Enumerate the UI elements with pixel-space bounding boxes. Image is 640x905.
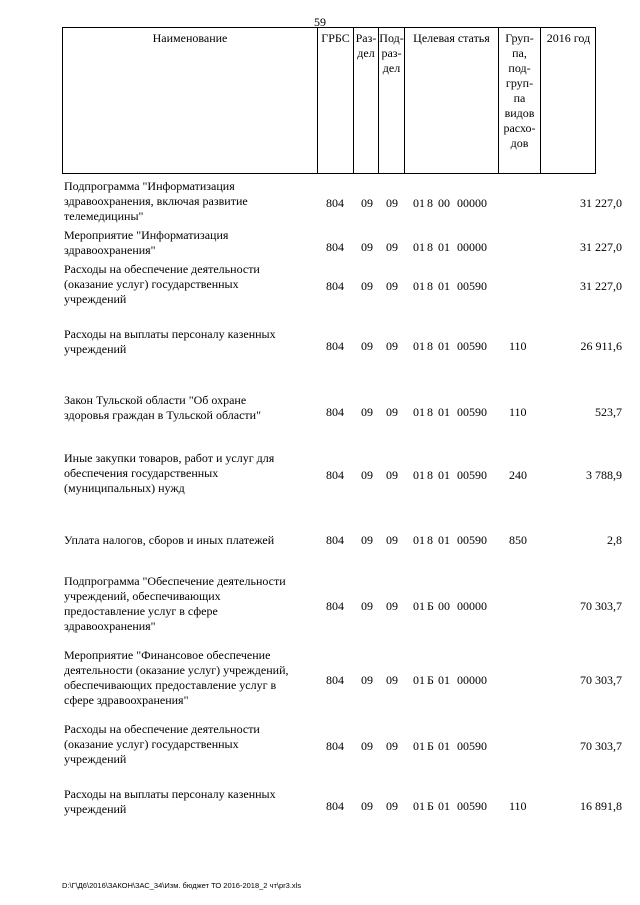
cell-event: 00	[438, 599, 450, 613]
row-name	[64, 179, 299, 224]
cell-group: 110	[509, 339, 527, 353]
cell-event: 01	[438, 739, 450, 753]
cell-direction: 00590	[457, 468, 487, 482]
header-razdel: Раз- дел	[354, 28, 379, 173]
cell-direction: 00590	[457, 339, 487, 353]
row-name-line: учреждений	[64, 292, 127, 306]
cell-razdel: 09	[361, 739, 373, 753]
header-grbs: ГРБС	[318, 28, 354, 173]
cell-grbs: 804	[326, 405, 344, 419]
row-name-line: учреждений	[64, 342, 127, 356]
cell-amount: 70 303,7	[580, 673, 622, 687]
cell-razdel: 09	[361, 673, 373, 687]
row-name-line: предоставление услуг в сфере	[64, 604, 218, 618]
header-gruppa: Груп- па, под- груп- па видов расхо- дов	[499, 28, 541, 173]
cell-podrazdel: 09	[386, 196, 398, 210]
cell-grbs: 804	[326, 468, 344, 482]
cell-razdel: 09	[361, 468, 373, 482]
cell-event: 00	[438, 196, 450, 210]
cell-direction: 00000	[457, 599, 487, 613]
row-name-line: Расходы на обеспечение деятельности	[64, 722, 260, 736]
row-name-line: телемедицины"	[64, 209, 144, 223]
cell-razdel: 09	[361, 196, 373, 210]
cell-podrazdel: 09	[386, 799, 398, 813]
cell-podrazdel: 09	[386, 405, 398, 419]
cell-program: 01	[413, 468, 425, 482]
file-path-footer: D:\Г\Д6\2016\ЗАКОН\ЗАС_34\Изм. бюджет ТО 2016-2018_2 чт\pr3.xls	[62, 881, 302, 890]
cell-amount: 31 227,0	[580, 279, 622, 293]
cell-amount: 70 303,7	[580, 599, 622, 613]
cell-event: 01	[438, 240, 450, 254]
row-name-line: (оказание услуг) государственных	[64, 277, 239, 291]
cell-subprogram: 8	[427, 533, 433, 547]
cell-program: 01	[413, 799, 425, 813]
cell-program: 01	[413, 279, 425, 293]
row-name-line: деятельности (оказание услуг) учреждений,	[64, 663, 289, 677]
row-name-line: здравоохранения"	[64, 619, 156, 633]
cell-razdel: 09	[361, 339, 373, 353]
row-name	[64, 451, 299, 496]
row-name-line: Расходы на выплаты персоналу казенных	[64, 787, 276, 801]
row-name	[64, 393, 299, 423]
cell-podrazdel: 09	[386, 599, 398, 613]
row-name-line: учреждений	[64, 752, 127, 766]
cell-podrazdel: 09	[386, 533, 398, 547]
cell-direction: 00590	[457, 405, 487, 419]
row-name-line: Расходы на обеспечение деятельности	[64, 262, 260, 276]
row-name	[64, 327, 299, 357]
row-name	[64, 228, 299, 258]
cell-direction: 00590	[457, 279, 487, 293]
cell-program: 01	[413, 339, 425, 353]
cell-event: 01	[438, 339, 450, 353]
cell-subprogram: Б	[427, 599, 434, 613]
row-name-line: обеспечивающих предоставление услуг в	[64, 678, 277, 692]
cell-event: 01	[438, 799, 450, 813]
cell-event: 01	[438, 279, 450, 293]
cell-amount: 523,7	[595, 405, 622, 419]
cell-program: 01	[413, 673, 425, 687]
cell-program: 01	[413, 405, 425, 419]
row-name	[64, 722, 299, 767]
cell-event: 01	[438, 533, 450, 547]
row-name-line: Расходы на выплаты персоналу казенных	[64, 327, 276, 341]
row-name-line: Закон Тульской области "Об охране	[64, 393, 247, 407]
cell-event: 01	[438, 673, 450, 687]
cell-program: 01	[413, 240, 425, 254]
cell-podrazdel: 09	[386, 739, 398, 753]
cell-direction: 00000	[457, 673, 487, 687]
cell-amount: 31 227,0	[580, 196, 622, 210]
cell-direction: 00000	[457, 240, 487, 254]
cell-amount: 31 227,0	[580, 240, 622, 254]
header-celevaya: Целевая статья	[405, 28, 499, 173]
page-number: 59	[314, 15, 326, 29]
cell-amount: 3 788,9	[586, 468, 622, 482]
cell-grbs: 804	[326, 599, 344, 613]
cell-program: 01	[413, 196, 425, 210]
cell-grbs: 804	[326, 533, 344, 547]
cell-grbs: 804	[326, 673, 344, 687]
cell-group: 110	[509, 799, 527, 813]
row-name-line: здравоохранения, включая развитие	[64, 194, 248, 208]
cell-event: 01	[438, 468, 450, 482]
row-name-line: (оказание услуг) государственных	[64, 737, 239, 751]
cell-podrazdel: 09	[386, 279, 398, 293]
cell-subprogram: 8	[427, 468, 433, 482]
cell-direction: 00590	[457, 799, 487, 813]
cell-razdel: 09	[361, 240, 373, 254]
table-header	[62, 27, 596, 174]
cell-grbs: 804	[326, 196, 344, 210]
cell-event: 01	[438, 405, 450, 419]
cell-podrazdel: 09	[386, 240, 398, 254]
row-name-line: Уплата налогов, сборов и иных платежей	[64, 533, 275, 547]
cell-razdel: 09	[361, 599, 373, 613]
cell-razdel: 09	[361, 799, 373, 813]
cell-amount: 16 891,8	[580, 799, 622, 813]
cell-amount: 70 303,7	[580, 739, 622, 753]
row-name-line: Иные закупки товаров, работ и услуг для	[64, 451, 275, 465]
row-name-line: Мероприятие "Информатизация	[64, 228, 229, 242]
cell-subprogram: Б	[427, 739, 434, 753]
header-podrazdel: Под- раз- дел	[379, 28, 405, 173]
cell-amount: 2,8	[607, 533, 622, 547]
cell-program: 01	[413, 739, 425, 753]
cell-program: 01	[413, 533, 425, 547]
cell-group: 850	[509, 533, 527, 547]
row-name	[64, 533, 299, 548]
cell-group: 110	[509, 405, 527, 419]
row-name-line: Подпрограмма "Обеспечение деятельности	[64, 574, 286, 588]
cell-grbs: 804	[326, 739, 344, 753]
row-name-line: сфере здравоохранения"	[64, 693, 189, 707]
row-name	[64, 648, 299, 708]
cell-subprogram: 8	[427, 196, 433, 210]
cell-grbs: 804	[326, 799, 344, 813]
row-name-line: учреждений	[64, 802, 127, 816]
row-name-line: здоровья граждан в Тульской области"	[64, 408, 261, 422]
cell-podrazdel: 09	[386, 468, 398, 482]
cell-razdel: 09	[361, 279, 373, 293]
cell-grbs: 804	[326, 240, 344, 254]
cell-grbs: 804	[326, 279, 344, 293]
row-name-line: Мероприятие "Финансовое обеспечение	[64, 648, 271, 662]
row-name-line: (муниципальных) нужд	[64, 481, 185, 495]
header-name: Наименование	[63, 28, 318, 173]
row-name-line: здравоохранения"	[64, 243, 156, 257]
cell-subprogram: Б	[427, 673, 434, 687]
row-name	[64, 574, 299, 634]
header-year: 2016 год	[546, 31, 591, 45]
cell-grbs: 804	[326, 339, 344, 353]
cell-podrazdel: 09	[386, 673, 398, 687]
row-name-line: Подпрограмма "Информатизация	[64, 179, 235, 193]
cell-subprogram: 8	[427, 405, 433, 419]
row-name	[64, 262, 299, 307]
cell-program: 01	[413, 599, 425, 613]
row-name	[64, 787, 299, 817]
cell-direction: 00590	[457, 739, 487, 753]
cell-razdel: 09	[361, 533, 373, 547]
cell-subprogram: Б	[427, 799, 434, 813]
cell-subprogram: 8	[427, 240, 433, 254]
cell-amount: 26 911,6	[580, 339, 622, 353]
cell-podrazdel: 09	[386, 339, 398, 353]
row-name-line: учреждений, обеспечивающих	[64, 589, 221, 603]
row-name-line: обеспечения государственных	[64, 466, 219, 480]
cell-group: 240	[509, 468, 527, 482]
cell-razdel: 09	[361, 405, 373, 419]
cell-direction: 00000	[457, 196, 487, 210]
cell-subprogram: 8	[427, 339, 433, 353]
cell-subprogram: 8	[427, 279, 433, 293]
cell-direction: 00590	[457, 533, 487, 547]
